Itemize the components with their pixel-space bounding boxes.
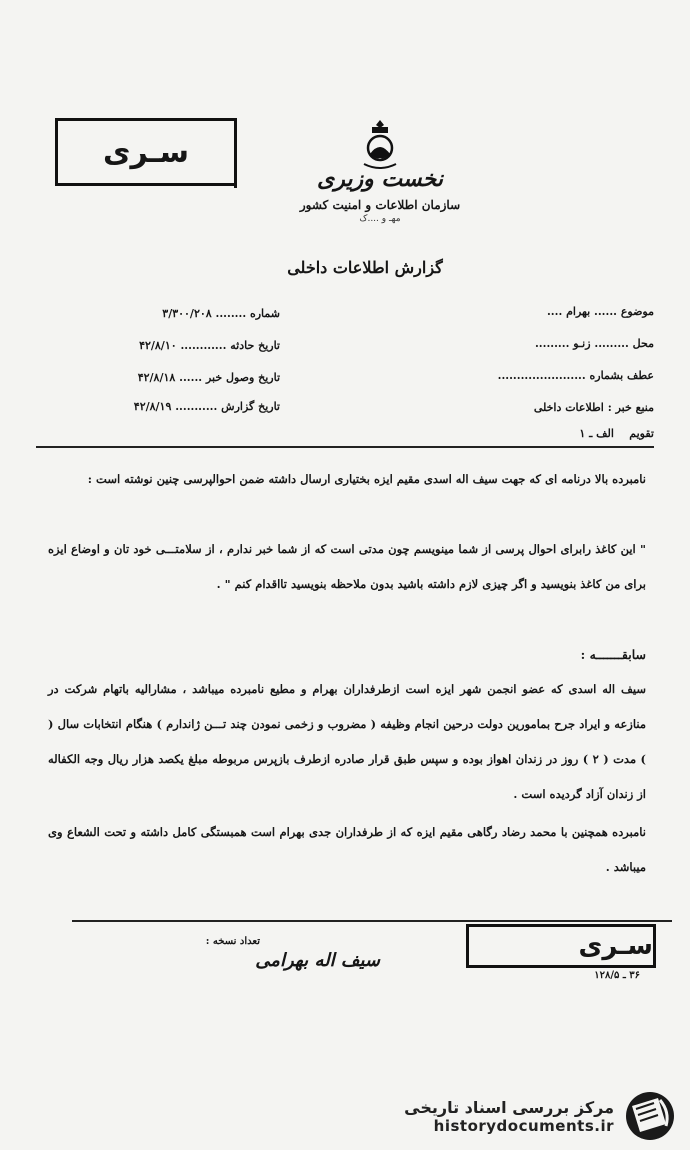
meta-report-date: تاریخ گزارش ........... ۴۲/۸/۱۹ — [133, 400, 280, 413]
footer-divider — [72, 920, 672, 922]
secret-stamp-bottom-label: سـری — [578, 931, 653, 961]
watermark-title: مرکز بررسی اسناد تاریخی — [404, 1097, 614, 1117]
meta-subject: موضوع ...... بهرام .... — [546, 305, 654, 318]
closing-paragraph: نامبرده همچنین با محمد رضاد رگاهی مقیم ایزه که از طرفداران جدی بهرام است همبستگی کامل داشته و تحت الشعاع وی میباشد . — [48, 825, 646, 874]
archive-logo-icon — [622, 1090, 678, 1142]
meta-location: محل ......... زنـو ......... — [534, 337, 654, 350]
copies-label: تعداد نسخه : — [205, 936, 260, 947]
secret-stamp-label: سـری — [103, 134, 189, 170]
secret-stamp-bottom — [466, 924, 656, 968]
meta-source: منبع خبر : اطلاعات داخلی — [533, 401, 654, 414]
header-divider — [36, 446, 654, 448]
watermark-url: historydocuments.ir — [433, 1116, 614, 1135]
watermark — [404, 1090, 678, 1142]
organization-name: سازمان اطلاعات و امنیت کشور — [299, 198, 461, 212]
secret-stamp-top — [55, 118, 237, 186]
background-heading: سابقـــــــه : — [580, 647, 646, 662]
intro-paragraph: نامبرده بالا درنامه ای که جهت سیف اله اسدی مقیم ایزه بختیاری ارسال داشته ضمن احوالپرسی چنین نوشته است : — [87, 472, 646, 486]
meta-received-date: تاریخ وصول خبر ...... ۴۲/۸/۱۸ — [137, 371, 280, 384]
meta-evaluation: تقویم الف ـ ۱ — [579, 427, 654, 440]
quoted-letter: " این کاغذ رابرای احوال پرسی از شما مینویسم چون مدتی است که از شما خبر ندارم ، از سلامتـــی خود تان و اوضاع ایزه برای من کاغذ بنویسید و اگر چیزی لازم داشته باشید بدون ملاحظه بنویسید تااقدام کنم " . — [48, 542, 646, 591]
file-code: ۳۶ ـ ۱۲۸/۵ — [594, 970, 640, 981]
sub-code: مهـ و ....ک — [359, 214, 401, 224]
signature: سیف اله بهرامی — [255, 950, 380, 971]
meta-reference: عطف بشماره ....................... — [497, 369, 654, 382]
report-title: گزارش اطلاعات داخلی — [287, 258, 443, 277]
document-header — [290, 118, 470, 224]
watermark-text — [404, 1098, 614, 1135]
lion-and-sun-emblem-icon — [358, 118, 402, 170]
meta-number: شماره ........ ۳/۳۰۰/۲۰۸ — [162, 307, 280, 320]
office-name: نخست وزیری — [317, 166, 443, 192]
background-paragraph: سیف اله اسدی که عضو انجمن شهر ایزه است ازطرفداران بهرام و مطیع نامبرده میباشد ، مشارالیه باتهام شرکت در منازعه و ایراد جرح بمامورین دولت درحین انجام وظیفه ( مضروب و زخمی نمودن چند تـــن ژاندارم ) هنگام انتخابات سال ( ) مدت ( ۲ ) روز در زندان اهواز بوده و سپس طبق قرار صادره ازطرف بازپرس مربوطه مبلغ یکصد هزار ریال وجه الکفاله از زندان آزاد گردیده است . — [48, 682, 646, 801]
meta-incident-date: تاریخ حادثه ............ ۴۲/۸/۱۰ — [139, 339, 280, 352]
